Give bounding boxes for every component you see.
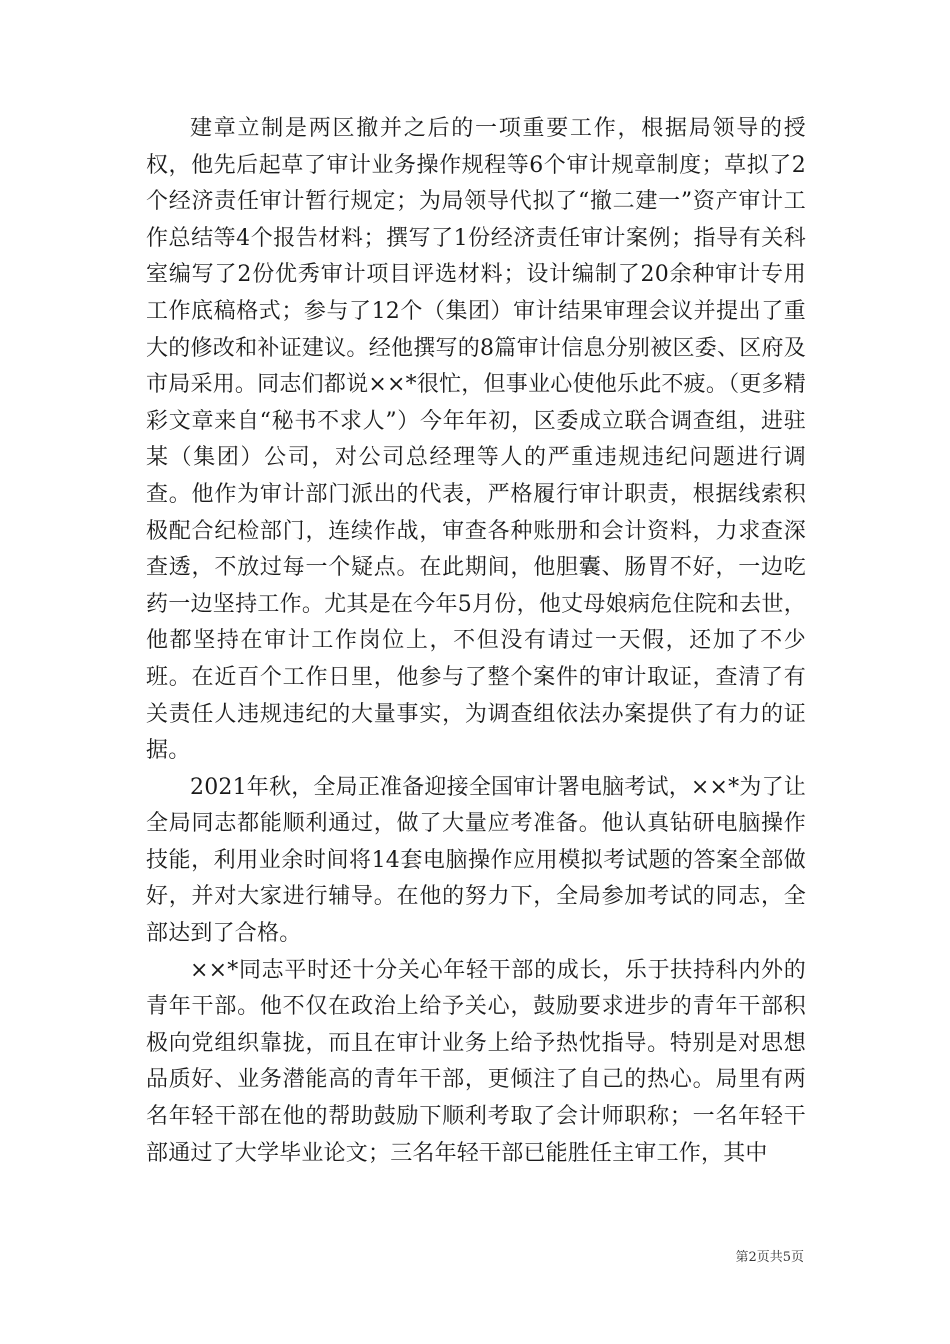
document-body	[146, 111, 806, 1172]
page-number	[735, 1246, 804, 1265]
paragraph: 建章立制是两区撤并之后的一项重要工作，根据局领导的授权，他先后起草了审计业务操作规程等6个审计规章制度；草拟了2个经济责任审计暂行规定；为局领导代拟了“撤二建一”资产审计工作总结等4个报告材料；撰写了1份经济责任审计案例；指导有关科室编写了2份优秀审计项目评选材料；设计编制了20余种审计专用工作底稿格式；参与了12个（集团）审计结果审理会议并提出了重大的修改和补证建议。经他撰写的8篇审计信息分别被区委、区府及市局采用。同志们都说××*很忙，但事业心使他乐此不疲。（更多精彩文章来自“秘书不求人”）今年年初，区委成立联合调查组，进驻某（集团）公司，对公司总经理等人的严重违规违纪问题进行调查。他作为审计部门派出的代表，严格履行审计职责，根据线索积极配合纪检部门，连续作战，审查各种账册和会计资料，力求查深查透，不放过每一个疑点。在此期间，他胆囊、肠胃不好，一边吃药一边坚持工作。尤其是在今年5月份，他丈母娘病危住院和去世，他都坚持在审计工作岗位上，不但没有请过一天假，还加了不少班。在近百个工作日里，他参与了整个案件的审计取证，查清了有关责任人违规违纪的大量事实，为调查组依法办案提供了有力的证据。	[146, 116, 806, 764]
paragraph: ××*同志平时还十分关心年轻干部的成长，乐于扶持科内外的青年干部。他不仅在政治上给予关心，鼓励要求进步的青年干部积极向党组织靠拢，而且在审计业务上给予热忱指导。特别是对思想品质好、业务潜能高的青年干部，更倾注了自己的热心。局里有两名年轻干部在他的帮助鼓励下顺利考取了会计师职称；一名年轻干部通过了大学毕业论文；三名年轻干部已能胜任主审工作，其中	[146, 957, 806, 1166]
paragraph: 2021年秋，全局正准备迎接全国审计署电脑考试，××*为了让全局同志都能顺利通过，做了大量应考准备。他认真钻研电脑操作技能，利用业余时间将14套电脑操作应用模拟考试题的答案全部做好，并对大家进行辅导。在他的努力下，全局参加考试的同志，全部达到了合格。	[146, 774, 806, 947]
page-number-label: 第2页共5页	[735, 1250, 804, 1265]
